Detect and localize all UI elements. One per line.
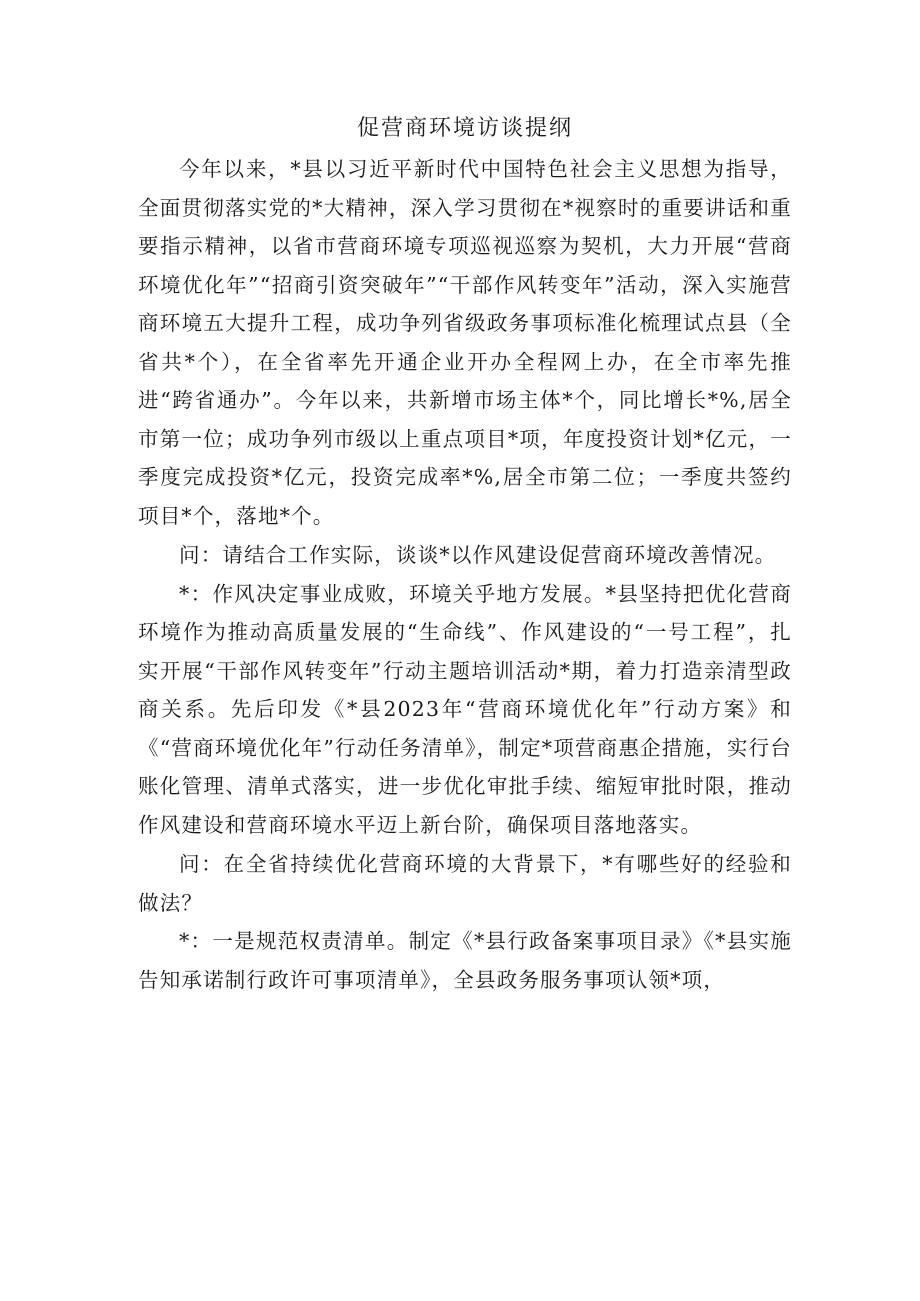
question-2-paragraph: 问：在全省持续优化营商环境的大背景下，*有哪些好的经验和做法？ <box>138 852 792 915</box>
question-1-paragraph: 问：请结合工作实际，谈谈*以作风建设促营商环境改善情况。 <box>179 543 777 567</box>
answer-2-paragraph: *：一是规范权责清单。制定《*县行政备案事项目录》《*县实施告知承诺制行政许可事项清单》，全县政务服务事项认领*项， <box>138 929 792 992</box>
document-title: 促营商环境访谈提纲 <box>356 116 573 141</box>
answer-1-paragraph: *：作风决定事业成败，环境关乎地方发展。*县坚持把优化营商环境作为推动高质量发展的“生命线”、作风建设的“一号工程”，扎实开展“干部作风转变年”行动主题培训活动*期，着力打造亲清型政商关系。先后印发《*县2023年“营商环境优化年”行动方案》和《“营商环境优化年”行动任务清单》，制定*项营商惠企措施，实行台账化管理、清单式落实，进一步优化审批手续、缩短审批时限，推动作风建设和营商环境水平迈上新台阶，确保项目落地落实。 <box>138 581 792 837</box>
intro-paragraph: 今年以来，*县以习近平新时代中国特色社会主义思想为指导，全面贯彻落实党的*大精神，深入学习贯彻在*视察时的重要讲话和重要指示精神，以省市营商环境专项巡视巡察为契机，大力开展“营商环境优化年”“招商引资突破年”“干部作风转变年”活动，深入实施营商环境五大提升工程，成功争列省级政务事项标准化梳理试点县（全省共*个），在全省率先开通企业开办全程网上办，在全市率先推进“跨省通办”。今年以来，共新增市场主体*个，同比增长*%,居全市第一位；成功争列市级以上重点项目*项，年度投资计划*亿元，一季度完成投资*亿元，投资完成率*%,居全市第二位；一季度共签约项目*个，落地*个。 <box>138 157 792 528</box>
document-body <box>138 112 792 999</box>
